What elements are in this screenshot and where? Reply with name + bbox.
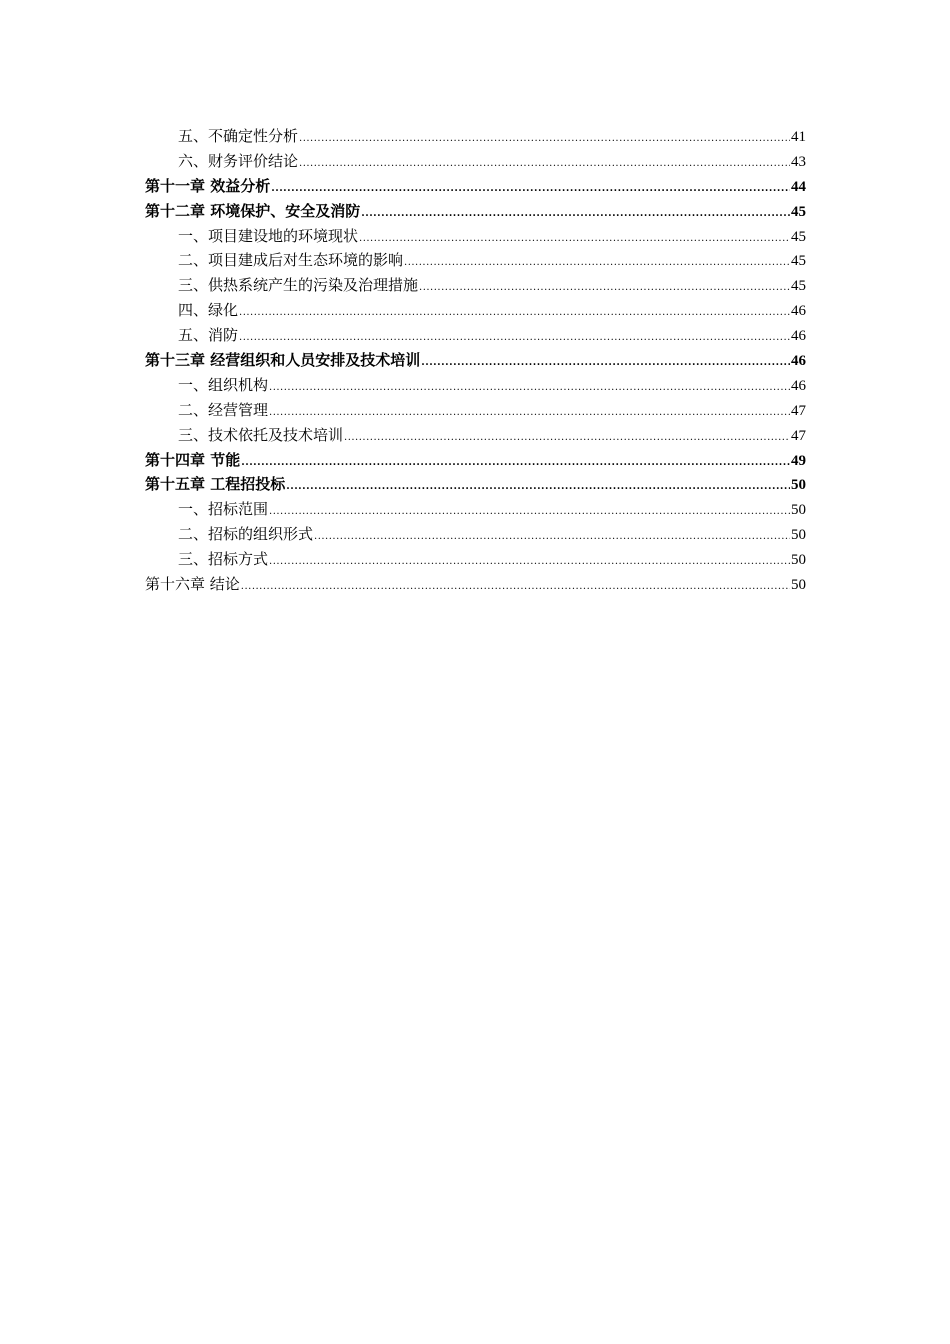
toc-entry[interactable] xyxy=(145,149,806,174)
toc-dot-leader xyxy=(421,351,790,376)
toc-chapter-title: 第十四章 节能 xyxy=(145,450,241,469)
toc-page-number: 47 xyxy=(791,402,806,419)
toc-dot-leader xyxy=(344,426,790,451)
toc-page-number: 50 xyxy=(791,552,806,569)
toc-entry[interactable] xyxy=(145,497,806,522)
toc-entry[interactable] xyxy=(145,373,806,398)
toc-dot-leader xyxy=(419,276,790,301)
toc-chapter-entry[interactable] xyxy=(145,448,806,473)
toc-entry[interactable] xyxy=(145,547,806,572)
toc-entry-title: 二、招标的组织形式 xyxy=(178,525,314,544)
toc-page-number: 45 xyxy=(791,228,806,245)
toc-entry[interactable] xyxy=(145,248,806,273)
toc-dot-leader xyxy=(299,152,790,177)
toc-page-number: 46 xyxy=(791,353,806,370)
toc-chapter-entry[interactable] xyxy=(145,472,806,497)
toc-entry[interactable] xyxy=(145,522,806,547)
toc-entry-title: 五、消防 xyxy=(178,326,239,345)
toc-dot-leader xyxy=(269,401,790,426)
toc-dot-leader xyxy=(299,127,790,152)
toc-dot-leader xyxy=(269,550,790,575)
toc-page-number: 45 xyxy=(791,278,806,295)
table-of-contents xyxy=(145,124,806,597)
toc-chapter-entry[interactable] xyxy=(145,348,806,373)
toc-page-number: 45 xyxy=(791,253,806,270)
toc-dot-leader xyxy=(239,301,790,326)
toc-dot-leader xyxy=(359,227,790,252)
toc-chapter-entry[interactable] xyxy=(145,572,806,597)
toc-chapter-title: 第十三章 经营组织和人员安排及技术培训 xyxy=(145,351,421,370)
toc-entry-title: 三、供热系统产生的污染及治理措施 xyxy=(178,276,419,295)
toc-chapter-title: 第十二章 环境保护、安全及消防 xyxy=(145,201,361,220)
toc-page-number: 46 xyxy=(791,303,806,320)
toc-entry-title: 二、经营管理 xyxy=(178,400,269,419)
toc-entry-title: 三、技术依托及技术培训 xyxy=(178,425,344,444)
toc-entry[interactable] xyxy=(145,298,806,323)
toc-entry-title: 三、招标方式 xyxy=(178,550,269,569)
toc-entry-title: 一、组织机构 xyxy=(178,375,269,394)
toc-entry[interactable] xyxy=(145,273,806,298)
toc-dot-leader xyxy=(241,575,790,600)
toc-entry[interactable] xyxy=(145,323,806,348)
toc-page-number: 46 xyxy=(791,377,806,394)
toc-page-number: 43 xyxy=(791,153,806,170)
toc-page-number: 41 xyxy=(791,129,806,145)
toc-dot-leader xyxy=(269,376,790,401)
toc-dot-leader xyxy=(361,202,790,227)
toc-page-number: 50 xyxy=(791,502,806,519)
toc-dot-leader xyxy=(286,475,790,500)
toc-chapter-entry[interactable] xyxy=(145,199,806,224)
toc-page-number: 50 xyxy=(791,527,806,544)
toc-entry-title: 一、项目建设地的环境现状 xyxy=(178,226,359,245)
toc-entry[interactable] xyxy=(145,224,806,249)
toc-page-number: 49 xyxy=(791,452,806,469)
toc-entry-title: 六、财务评价结论 xyxy=(178,151,299,170)
toc-entry-title: 一、招标范围 xyxy=(178,500,269,519)
toc-entry-title: 二、项目建成后对生态环境的影响 xyxy=(178,251,404,270)
toc-chapter-entry[interactable] xyxy=(145,174,806,199)
toc-dot-leader xyxy=(404,251,790,276)
toc-dot-leader xyxy=(269,500,790,525)
toc-page-number: 46 xyxy=(791,328,806,345)
toc-page-number: 45 xyxy=(791,203,806,220)
toc-chapter-title: 第十五章 工程招投标 xyxy=(145,475,286,494)
toc-page-number: 47 xyxy=(791,427,806,444)
toc-dot-leader xyxy=(241,451,790,476)
toc-page-number: 50 xyxy=(791,477,806,494)
toc-entry[interactable] xyxy=(145,423,806,448)
toc-chapter-title: 第十六章 结论 xyxy=(145,575,240,594)
toc-page-number: 44 xyxy=(791,178,806,195)
toc-chapter-title: 第十一章 效益分析 xyxy=(145,176,271,195)
toc-entry[interactable] xyxy=(145,124,806,149)
toc-entry-title: 四、绿化 xyxy=(178,301,239,320)
toc-dot-leader xyxy=(314,525,790,550)
toc-entry[interactable] xyxy=(145,398,806,423)
toc-page-number: 50 xyxy=(791,577,806,594)
toc-entry-title: 五、不确定性分析 xyxy=(178,127,299,145)
